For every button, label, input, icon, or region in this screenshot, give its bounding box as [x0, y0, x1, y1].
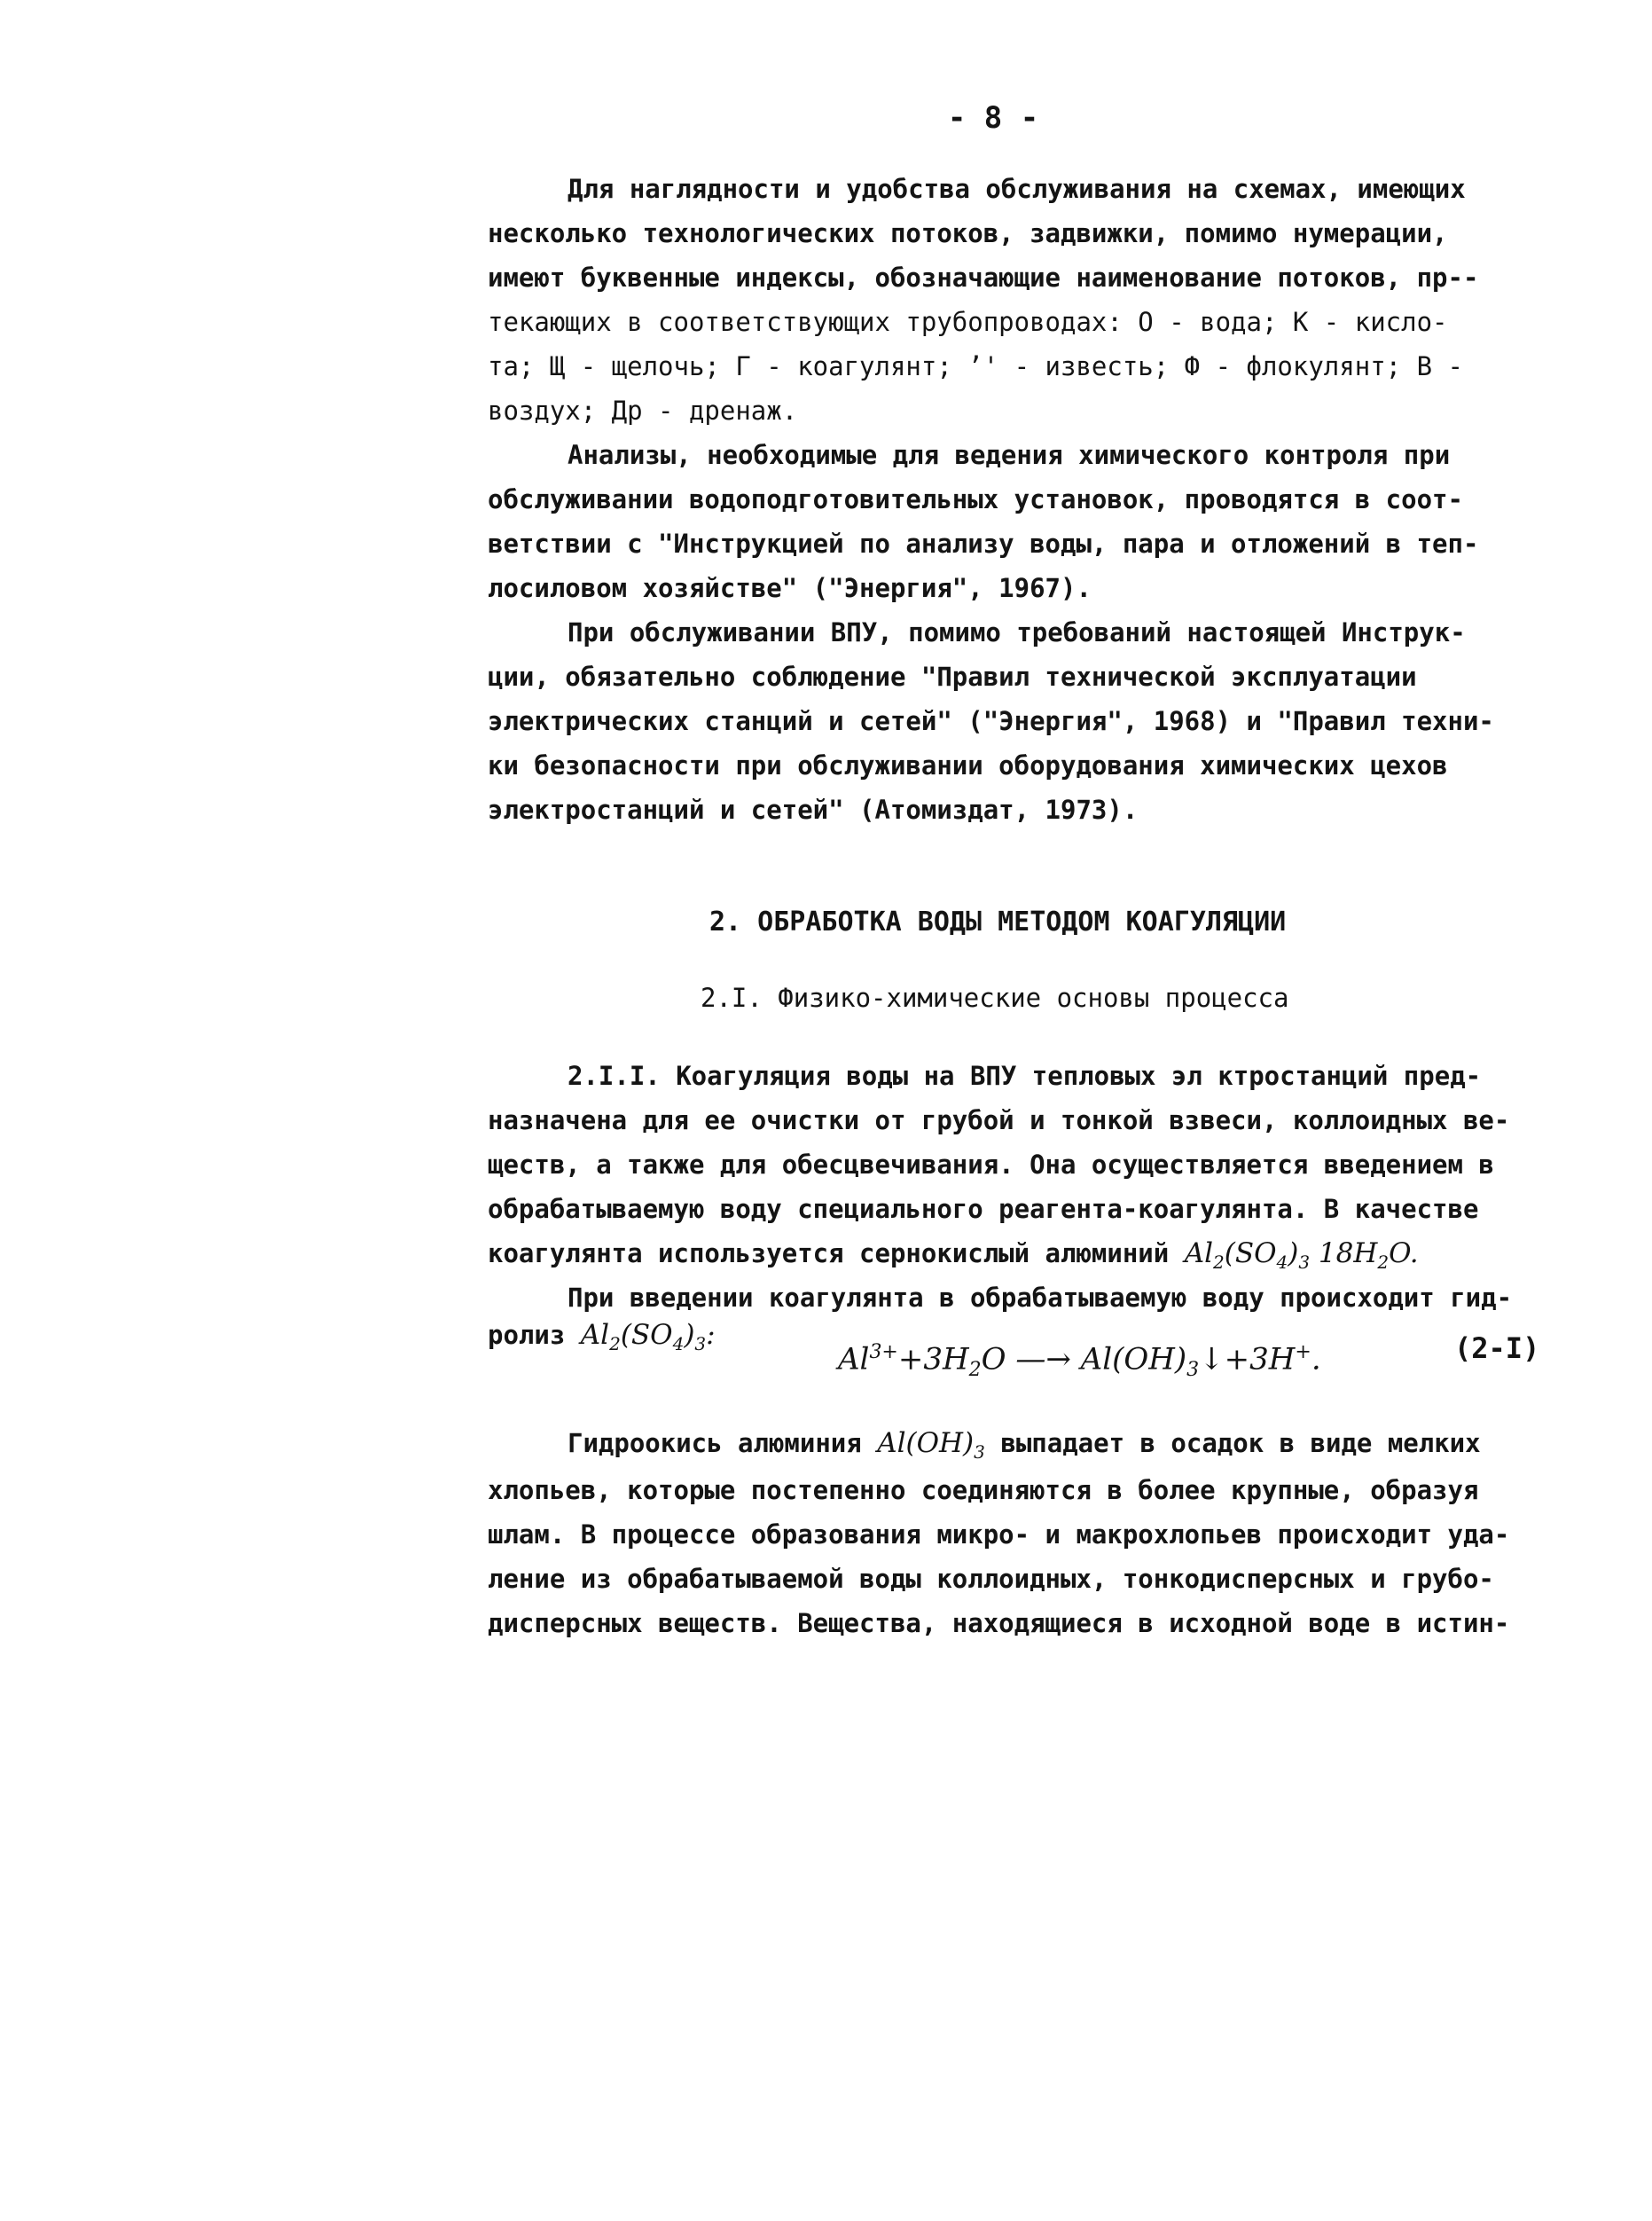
text-line [488, 1313, 716, 1366]
text-line: ветствии с "Инструкцией по анализу воды, пара и отложений в теп- [488, 529, 1479, 559]
text-line: При введении коагулянта в обрабатываемую воду происходит гид- [568, 1283, 1513, 1313]
hydrolysis-equation: $Al^{3+}+3H_2O$ —→ $Al(OH)_3↓+3H^+$. [838, 1341, 1321, 1382]
subsection-heading: 2.I. Физико-химические основы процесса [701, 983, 1289, 1013]
text-line: та; Щ - щелочь; Г - коагулянт; ’' - известь; Ф - флокулянт; В - [488, 351, 1463, 381]
text-line: шлам. В процессе образования микро- и макрохлопьев происходит уда- [488, 1519, 1510, 1550]
text-line [568, 1421, 1481, 1474]
equation-number: (2-I) [1454, 1331, 1540, 1365]
line-text: ролиз [488, 1320, 566, 1350]
text-line: обслуживании водоподготовительных установок, проводятся в соот- [488, 484, 1463, 514]
text-line: обрабатываемую воду специального реагента-коагулянта. В качестве [488, 1194, 1479, 1224]
text-line: 2.I.I. Коагуляция воды на ВПУ тепловых эл ктростанций пред- [568, 1061, 1482, 1091]
text-line: При обслуживании ВПУ, помимо требований настоящей Инструк- [568, 617, 1466, 647]
text-line: имеют буквенные индексы, обозначающие наименование потоков, пр‐- [488, 263, 1479, 293]
sulfate-formula: $Al_2(SO_4)_3$: [580, 1319, 716, 1355]
text-line: электрических станций и сетей" ("Энергия", 1968) и "Правил техни- [488, 706, 1494, 736]
line-text: выпадает в осадок в виде мелких [1000, 1428, 1481, 1458]
line-text: Гидроокись алюминия [568, 1428, 862, 1458]
text-line: Для наглядности и удобства обслуживания на схемах, имеющих [568, 174, 1466, 204]
text-line: дисперсных веществ. Вещества, находящиеся в исходной воде в истин- [488, 1608, 1510, 1638]
precipitate-arrow-icon: ↓ [1199, 1341, 1225, 1377]
line-text: коагулянта используется сернокислый алюминий [488, 1238, 1170, 1268]
text-line: ки безопасности при обслуживании оборудования химических цехов [488, 750, 1448, 781]
text-line: текающих в соответствующих трубопроводах: О - вода; К - кисло- [488, 307, 1448, 337]
reaction-arrow: —→ [1006, 1341, 1081, 1377]
text-line: электростанций и сетей" (Атомиздат, 1973). [488, 795, 1139, 825]
hydroxide-formula: $Al(OH)_3$ [877, 1427, 985, 1464]
text-line: Анализы, необходимые для ведения химического контроля при [568, 440, 1451, 470]
text-line: хлопьев, которые постепенно соединяются в более крупные, образуя [488, 1475, 1479, 1505]
text-line: ции, обязательно соблюдение "Правил технической эксплуатации [488, 662, 1417, 692]
text-line: назначена для ее очистки от грубой и тонкой взвеси, коллоидных ве- [488, 1105, 1510, 1135]
text-line: ление из обрабатываемой воды коллоидных, тонкодисперсных и грубо- [488, 1564, 1494, 1594]
text-line: воздух; Др - дренаж. [488, 396, 798, 426]
page-number: - 8 - [947, 100, 1039, 136]
section-heading: 2. ОБРАБОТКА ВОДЫ МЕТОДОМ КОАГУЛЯЦИИ [709, 906, 1287, 938]
coagulant-formula: $Al_2(SO_4)_3$ $18H_2O$. [1184, 1237, 1419, 1274]
text-line: лосиловом хозяйстве" ("Энергия", 1967). [488, 573, 1092, 603]
text-line: ществ, а также для обесцвечивания. Она осуществляется введением в [488, 1150, 1494, 1180]
text-line: несколько технологических потоков, задвижки, помимо нумерации, [488, 218, 1448, 248]
